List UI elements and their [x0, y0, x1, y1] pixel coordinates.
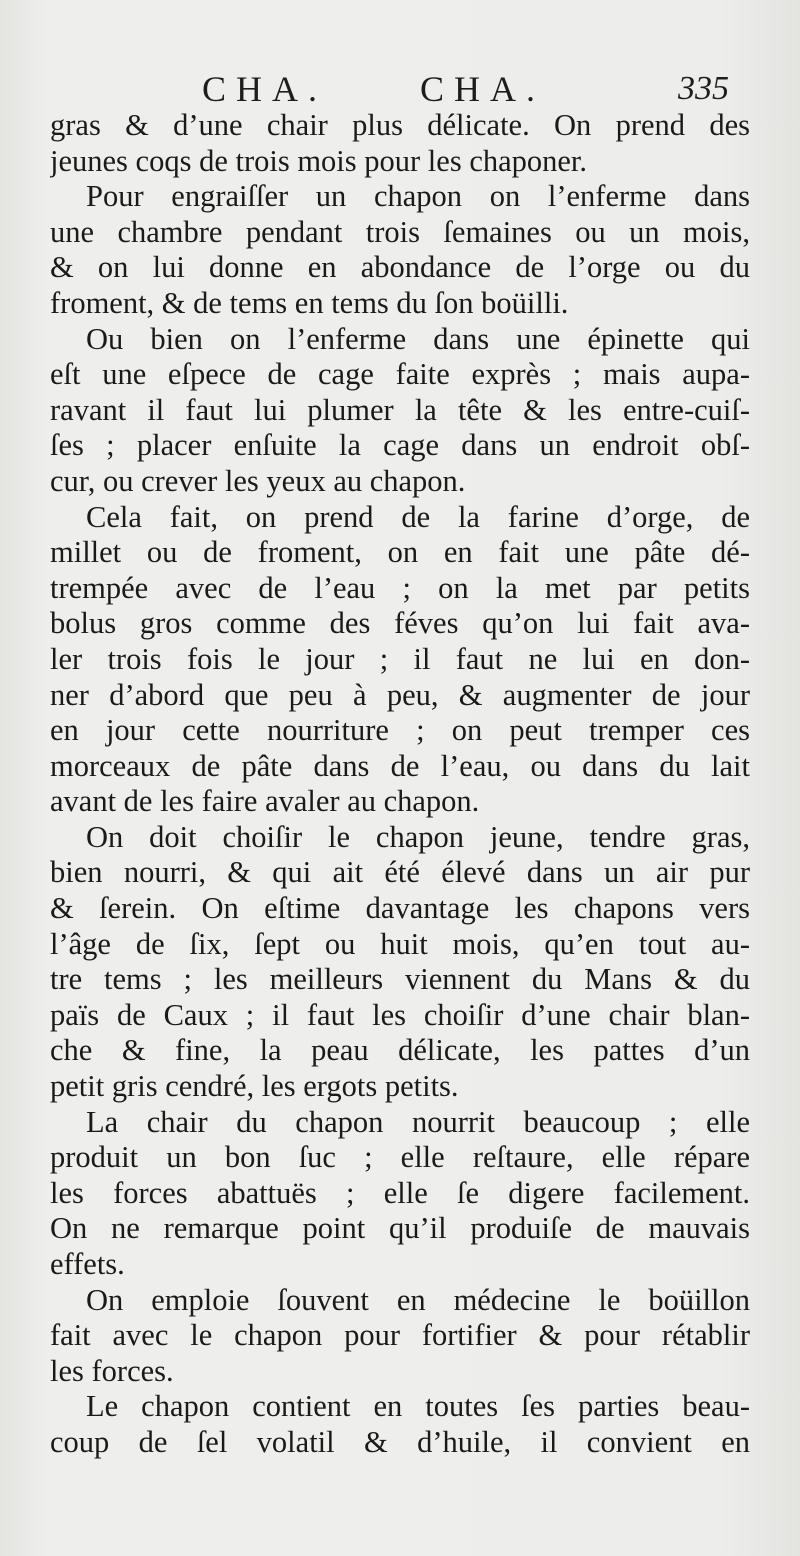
- text-line: les forces.: [50, 1353, 174, 1388]
- text-line: Ou bien on l’enferme dans une épinette qui: [86, 321, 750, 356]
- text-line: morceaux de pâte dans de l’eau, ou dans du lait: [50, 748, 750, 783]
- text-line: ler trois fois le jour ; il faut ne lui en don-: [50, 641, 750, 676]
- text-line: & ſerein. On eſtime davantage les chapons vers: [50, 891, 750, 926]
- running-head-right: CHA.: [420, 69, 546, 109]
- text-line: & on lui donne en abondance de l’orge ou du: [50, 250, 750, 285]
- body-text: [50, 108, 750, 1461]
- text-line: païs de Caux ; il faut les choiſir d’une chair blan-: [50, 997, 750, 1032]
- text-line: une chambre pendant trois ſemaines ou un mois,: [50, 214, 750, 249]
- text-line: eſt une eſpece de cage faite exprès ; mais aupa-: [50, 357, 750, 392]
- text-line: produit un bon ſuc ; elle reſtaure, elle répare: [50, 1140, 750, 1175]
- running-head-left: CHA.: [202, 69, 328, 109]
- text-line: avant de les faire avaler au chapon.: [50, 784, 480, 819]
- text-line: ſes ; placer enſuite la cage dans un endroit obſ-: [50, 428, 750, 463]
- text-line: La chair du chapon nourrit beaucoup ; elle: [86, 1104, 750, 1139]
- text-line: ner d’abord que peu à peu, & augmenter de jour: [50, 677, 750, 712]
- text-line: Cela fait, on prend de la farine d’orge, de: [86, 499, 750, 534]
- text-line: Pour engraiſſer un chapon on l’enferme dans: [86, 179, 750, 214]
- text-line: millet ou de froment, on en fait une pâte dé-: [50, 535, 750, 570]
- text-line: gras & d’une chair plus délicate. On prend des: [50, 108, 750, 142]
- text-line: l’âge de ſix, ſept ou huit mois, qu’en tout au-: [50, 926, 750, 961]
- text-line: On ne remarque point qu’il produiſe de mauvais: [50, 1211, 750, 1246]
- text-line: bien nourri, & qui ait été élevé dans un air pur: [50, 855, 750, 890]
- text-line: bolus gros comme des féves qu’on lui fait ava-: [50, 606, 750, 641]
- text-line: en jour cette nourriture ; on peut tremper ces: [50, 713, 750, 748]
- text-line: fait avec le chapon pour fortifier & pour rétablir: [50, 1318, 750, 1353]
- text-line: trempée avec de l’eau ; on la met par petits: [50, 570, 750, 605]
- text-line: Le chapon contient en toutes ſes parties beau-: [86, 1389, 750, 1424]
- text-line: les forces abattuës ; elle ſe digere facilement.: [50, 1175, 750, 1210]
- text-line: tre tems ; les meilleurs viennent du Mans & du: [50, 962, 750, 997]
- text-line: On doit choiſir le chapon jeune, tendre gras,: [86, 819, 750, 854]
- page-number: 335: [678, 70, 729, 107]
- text-line: che & fine, la peau délicate, les pattes d’un: [50, 1033, 750, 1068]
- text-line: On emploie ſouvent en médecine le boüillon: [86, 1282, 750, 1317]
- text-line: coup de ſel volatil & d’huile, il convient en: [50, 1424, 750, 1459]
- text-line: froment, & de tems en tems du ſon boüilli.: [50, 285, 569, 320]
- text-line: jeunes coqs de trois mois pour les chaponer.: [50, 143, 588, 178]
- text-line: ravant il faut lui plumer la tête & les entre-cuiſ-: [50, 392, 750, 427]
- text-line: effets.: [50, 1247, 125, 1281]
- text-line: petit gris cendré, les ergots petits.: [50, 1069, 459, 1104]
- text-line: cur, ou crever les yeux au chapon.: [50, 463, 466, 498]
